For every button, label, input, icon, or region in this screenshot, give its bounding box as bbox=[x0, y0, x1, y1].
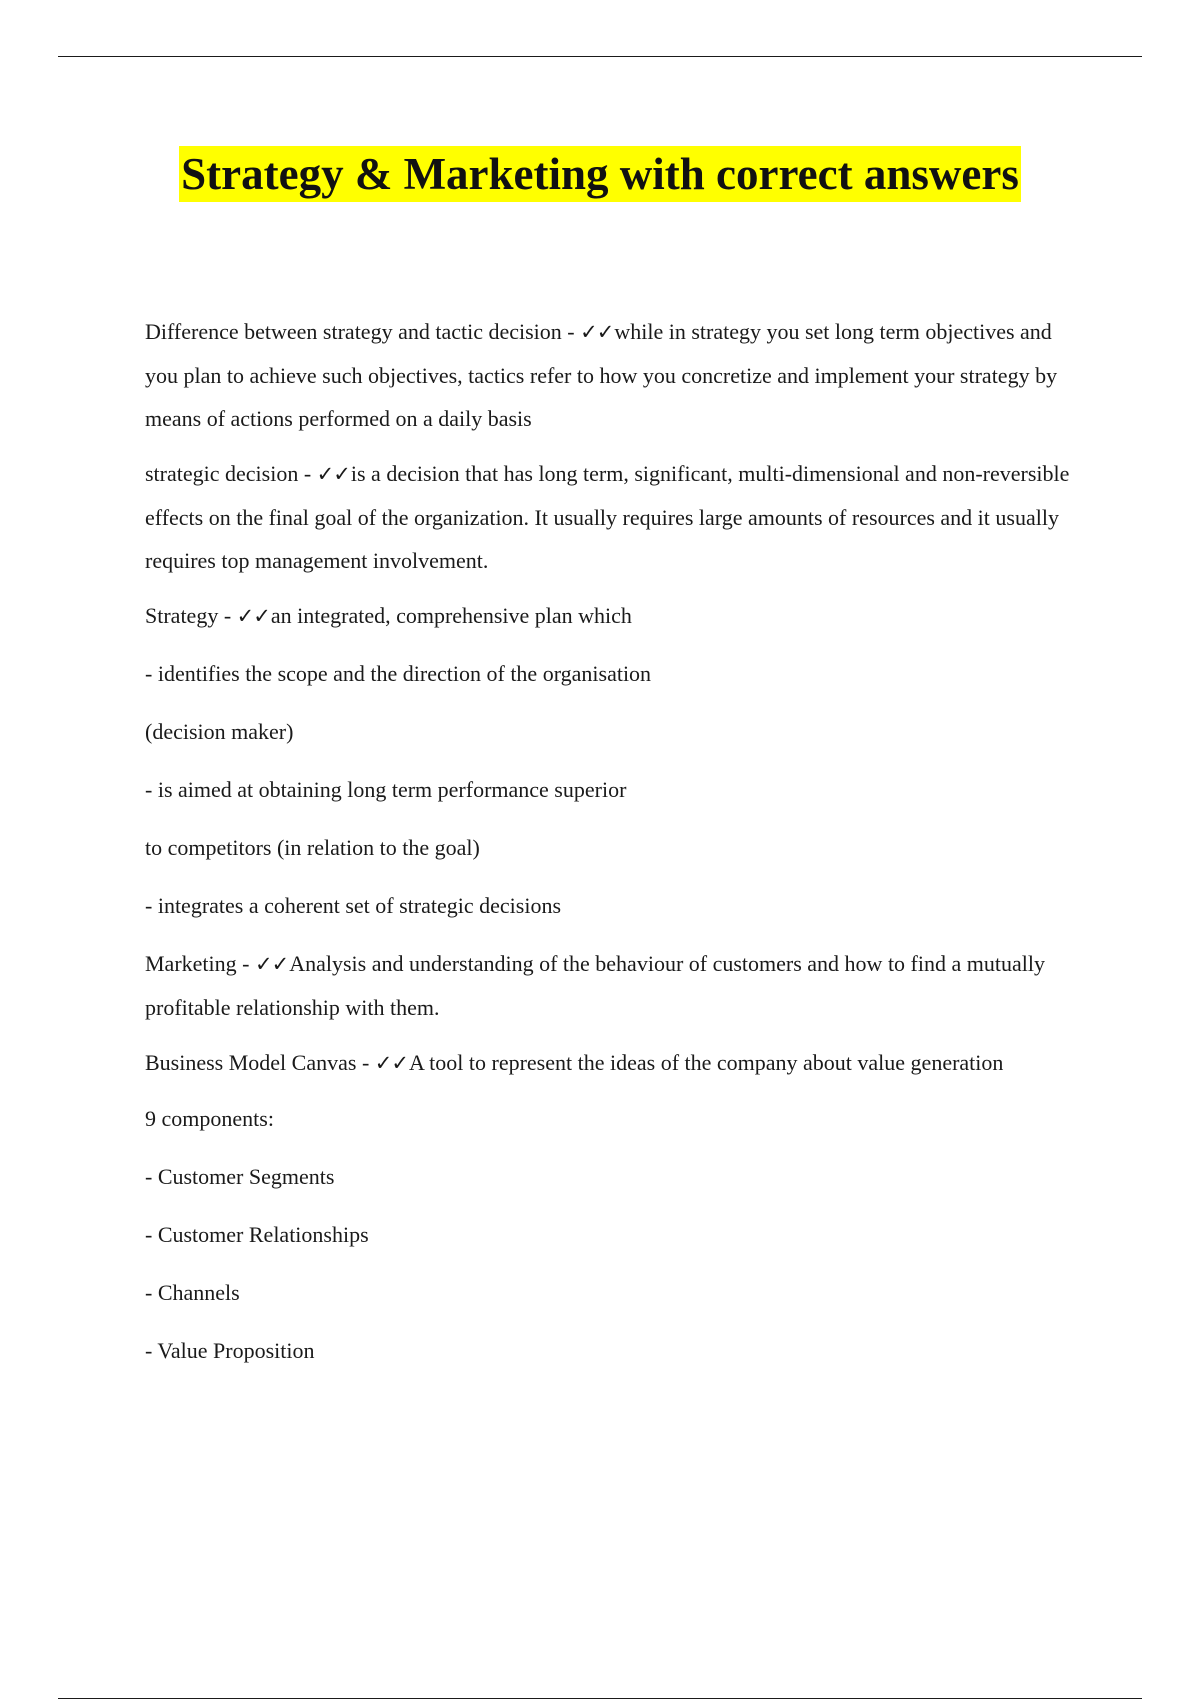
entry-term: strategic decision bbox=[145, 461, 299, 486]
bmc-line: - Customer Relationships bbox=[145, 1222, 369, 1247]
entry-definition: while in strategy you set long term objectives and you plan to achieve such objectives, tactics refer to how you concretize and implement your strategy by means of actions performed on a daily basis bbox=[145, 319, 1058, 431]
double-check-icon: ✓✓ bbox=[316, 462, 350, 486]
entry-separator: - bbox=[356, 1050, 375, 1075]
double-check-icon: ✓✓ bbox=[580, 320, 614, 344]
bmc-line: - Customer Segments bbox=[145, 1164, 335, 1189]
footer-rule bbox=[58, 1698, 1142, 1699]
qa-entry-strategic-decision bbox=[145, 452, 1075, 582]
strategy-line: - is aimed at obtaining long term performance superior bbox=[145, 777, 627, 802]
double-check-icon: ✓✓ bbox=[374, 1051, 408, 1075]
document-body bbox=[145, 310, 1075, 1387]
entry-definition: is a decision that has long term, significant, multi-dimensional and non-reversible effects on the final goal of the organization. It usually requires large amounts of resources and it usually requires top management involvement. bbox=[145, 461, 1070, 573]
bmc-line: - Value Proposition bbox=[145, 1338, 315, 1363]
strategy-line: - integrates a coherent set of strategic decisions bbox=[145, 893, 562, 918]
qa-entry-strategy bbox=[145, 594, 1075, 652]
strategy-line: - identifies the scope and the direction of the organisation bbox=[145, 661, 652, 686]
strategy-line: (decision maker) bbox=[145, 719, 294, 744]
qa-entry-strategy-vs-tactic bbox=[145, 310, 1075, 440]
bmc-line: - Channels bbox=[145, 1280, 240, 1305]
entry-separator: - bbox=[561, 319, 581, 344]
qa-entry-business-model-canvas bbox=[145, 1041, 1075, 1085]
document-title: Strategy & Marketing with correct answers bbox=[179, 146, 1021, 202]
title-container bbox=[0, 146, 1200, 202]
double-check-icon: ✓✓ bbox=[236, 604, 270, 628]
entry-definition: an integrated, comprehensive plan which bbox=[270, 603, 632, 628]
strategy-line: to competitors (in relation to the goal) bbox=[145, 835, 480, 860]
entry-term: Strategy bbox=[145, 603, 219, 628]
entry-term: Marketing bbox=[145, 951, 237, 976]
double-check-icon: ✓✓ bbox=[254, 952, 289, 976]
entry-separator: - bbox=[218, 603, 237, 628]
entry-definition: Analysis and understanding of the behaviour of customers and how to find a mutually profitable relationship with them. bbox=[145, 951, 1045, 1020]
bmc-line: 9 components: bbox=[145, 1106, 274, 1131]
entry-separator: - bbox=[236, 951, 255, 976]
entry-separator: - bbox=[298, 461, 317, 486]
qa-entry-marketing bbox=[145, 942, 1075, 1029]
entry-term: Difference between strategy and tactic decision bbox=[145, 319, 562, 344]
entry-definition: A tool to represent the ideas of the company about value generation bbox=[408, 1050, 1004, 1075]
entry-term: Business Model Canvas bbox=[145, 1050, 357, 1075]
header-rule bbox=[58, 56, 1142, 57]
